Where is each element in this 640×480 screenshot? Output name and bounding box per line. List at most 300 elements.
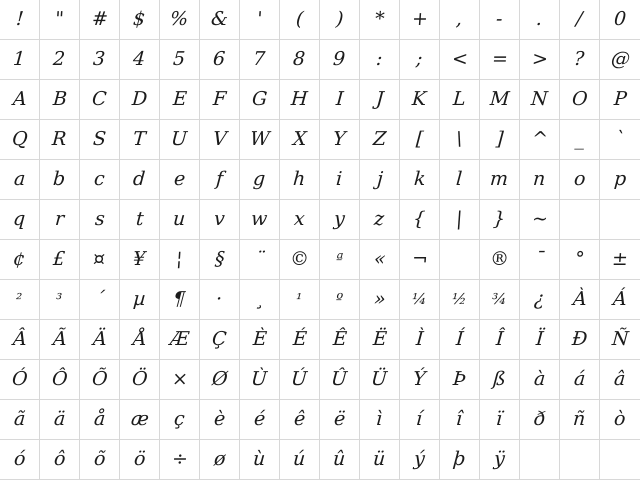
- glyph-character: 7: [252, 48, 267, 70]
- glyph-cell[interactable]: [480, 80, 520, 120]
- glyph-cell[interactable]: [280, 160, 320, 200]
- glyph-cell[interactable]: [560, 80, 600, 120]
- glyph-character: ¨: [254, 248, 266, 270]
- glyph-cell[interactable]: [240, 80, 280, 120]
- glyph-character: y: [333, 208, 346, 230]
- glyph-character: ã: [13, 408, 26, 430]
- glyph-cell[interactable]: [440, 400, 480, 440]
- glyph-cell[interactable]: [240, 120, 280, 160]
- glyph-cell[interactable]: [240, 200, 280, 240]
- glyph-cell[interactable]: [480, 160, 520, 200]
- glyph-cell[interactable]: [520, 200, 560, 240]
- glyph-cell[interactable]: [400, 280, 440, 320]
- glyph-cell[interactable]: [400, 80, 440, 120]
- glyph-cell[interactable]: [240, 0, 280, 40]
- glyph-character: f: [215, 168, 224, 190]
- glyph-cell[interactable]: [80, 440, 120, 480]
- glyph-cell[interactable]: [360, 360, 400, 400]
- glyph-character: ª: [335, 250, 344, 268]
- glyph-cell[interactable]: [0, 280, 40, 320]
- glyph-character: [458, 248, 461, 270]
- glyph-cell[interactable]: [80, 80, 120, 120]
- glyph-character: u: [172, 208, 187, 230]
- glyph-cell[interactable]: [520, 0, 560, 40]
- glyph-cell[interactable]: [200, 360, 240, 400]
- glyph-character: ^: [530, 128, 549, 150]
- glyph-character: Ë: [371, 328, 388, 350]
- glyph-character: à: [533, 368, 546, 390]
- glyph-character: P: [612, 88, 628, 110]
- glyph-character: U: [170, 128, 189, 150]
- glyph-character: Ú: [290, 368, 309, 390]
- glyph-cell[interactable]: [240, 440, 280, 480]
- glyph-character: Ô: [50, 368, 69, 390]
- glyph-character: Æ: [169, 328, 190, 350]
- glyph-cell[interactable]: [280, 320, 320, 360]
- glyph-cell[interactable]: [600, 120, 640, 160]
- glyph-cell[interactable]: [80, 400, 120, 440]
- glyph-cell[interactable]: [560, 280, 600, 320]
- glyph-character: \: [455, 128, 464, 150]
- glyph-character: Ö: [130, 368, 149, 390]
- glyph-cell[interactable]: [320, 80, 360, 120]
- glyph-character: c: [93, 168, 106, 190]
- glyph-character: ¢: [12, 248, 27, 270]
- glyph-cell[interactable]: [480, 200, 520, 240]
- glyph-cell[interactable]: [560, 40, 600, 80]
- glyph-cell[interactable]: [440, 120, 480, 160]
- glyph-character: >: [530, 48, 549, 70]
- glyph-cell[interactable]: [400, 120, 440, 160]
- glyph-cell[interactable]: [40, 80, 80, 120]
- glyph-character: ½: [451, 290, 468, 308]
- glyph-character: G: [251, 88, 268, 110]
- glyph-cell[interactable]: [160, 80, 200, 120]
- glyph-character: O: [570, 88, 589, 110]
- glyph-character: Ä: [91, 328, 108, 350]
- glyph-character: Á: [612, 288, 628, 310]
- glyph-cell[interactable]: [200, 320, 240, 360]
- glyph-character: r: [54, 208, 65, 230]
- glyph-cell[interactable]: [200, 80, 240, 120]
- glyph-cell[interactable]: [360, 0, 400, 40]
- glyph-cell[interactable]: [240, 360, 280, 400]
- glyph-character: Z: [372, 128, 387, 150]
- glyph-cell[interactable]: [520, 120, 560, 160]
- glyph-cell[interactable]: [320, 160, 360, 200]
- glyph-cell[interactable]: [360, 160, 400, 200]
- glyph-cell[interactable]: [120, 40, 160, 80]
- glyph-cell[interactable]: [400, 0, 440, 40]
- glyph-cell[interactable]: [560, 440, 600, 480]
- glyph-cell[interactable]: [80, 120, 120, 160]
- glyph-character: H: [290, 88, 309, 110]
- glyph-character: 4: [132, 48, 147, 70]
- glyph-character: «: [372, 248, 387, 270]
- glyph-character: R: [51, 128, 68, 150]
- glyph-character: ¥: [132, 248, 147, 270]
- glyph-cell[interactable]: [240, 280, 280, 320]
- glyph-character: ¦: [175, 248, 184, 270]
- glyph-cell[interactable]: [200, 280, 240, 320]
- glyph-character: ø: [213, 448, 227, 470]
- glyph-cell[interactable]: [440, 0, 480, 40]
- glyph-character: ¸: [254, 288, 266, 310]
- glyph-character: ñ: [572, 408, 587, 430]
- glyph-cell[interactable]: [360, 200, 400, 240]
- glyph-cell[interactable]: [400, 160, 440, 200]
- glyph-cell[interactable]: [400, 40, 440, 80]
- glyph-cell[interactable]: [80, 160, 120, 200]
- glyph-character: _: [574, 128, 586, 150]
- glyph-cell[interactable]: [600, 40, 640, 80]
- glyph-cell[interactable]: [560, 360, 600, 400]
- glyph-cell[interactable]: [160, 360, 200, 400]
- glyph-character: á: [573, 368, 586, 390]
- glyph-cell[interactable]: [360, 120, 400, 160]
- glyph-cell[interactable]: [240, 400, 280, 440]
- glyph-cell[interactable]: [400, 320, 440, 360]
- glyph-character: 2: [52, 48, 67, 70]
- glyph-cell[interactable]: [320, 320, 360, 360]
- glyph-cell[interactable]: [160, 0, 200, 40]
- glyph-cell[interactable]: [80, 200, 120, 240]
- glyph-character: 9: [332, 48, 347, 70]
- glyph-character: N: [530, 88, 549, 110]
- glyph-character: :: [375, 48, 384, 70]
- glyph-cell[interactable]: [560, 400, 600, 440]
- glyph-cell[interactable]: [200, 200, 240, 240]
- glyph-cell[interactable]: [120, 80, 160, 120]
- glyph-cell[interactable]: [80, 320, 120, 360]
- glyph-cell[interactable]: [40, 200, 80, 240]
- glyph-cell[interactable]: [160, 120, 200, 160]
- glyph-character: è: [213, 408, 226, 430]
- glyph-character: ;: [415, 48, 424, 70]
- glyph-character: ¾: [491, 290, 508, 308]
- glyph-character: 8: [292, 48, 307, 70]
- glyph-cell[interactable]: [440, 200, 480, 240]
- glyph-cell[interactable]: [160, 40, 200, 80]
- glyph-cell[interactable]: [240, 160, 280, 200]
- glyph-character: ·: [215, 288, 224, 310]
- glyph-cell[interactable]: [40, 40, 80, 80]
- glyph-character: â: [613, 368, 627, 390]
- glyph-character: &: [210, 8, 229, 30]
- glyph-cell[interactable]: [280, 40, 320, 80]
- glyph-character: -: [495, 8, 504, 30]
- glyph-cell[interactable]: [560, 0, 600, 40]
- glyph-character: î: [455, 408, 464, 430]
- glyph-character: ò: [613, 408, 627, 430]
- glyph-cell[interactable]: [360, 400, 400, 440]
- glyph-character: µ: [132, 288, 147, 310]
- glyph-cell[interactable]: [360, 40, 400, 80]
- glyph-cell[interactable]: [200, 240, 240, 280]
- glyph-character: å: [93, 408, 106, 430]
- glyph-character: Ü: [370, 368, 389, 390]
- glyph-cell[interactable]: [320, 240, 360, 280]
- glyph-cell[interactable]: [120, 400, 160, 440]
- glyph-character: ¼: [411, 290, 428, 308]
- glyph-cell[interactable]: [0, 240, 40, 280]
- glyph-cell[interactable]: [200, 400, 240, 440]
- glyph-cell[interactable]: [120, 200, 160, 240]
- glyph-cell[interactable]: [440, 440, 480, 480]
- glyph-cell[interactable]: [520, 440, 560, 480]
- glyph-cell[interactable]: [120, 360, 160, 400]
- glyph-cell[interactable]: [40, 440, 80, 480]
- glyph-character: 3: [92, 48, 107, 70]
- glyph-cell[interactable]: [360, 440, 400, 480]
- glyph-character: ¹: [295, 290, 304, 308]
- glyph-character: #: [90, 8, 109, 30]
- glyph-character: »: [372, 288, 387, 310]
- glyph-cell[interactable]: [440, 240, 480, 280]
- glyph-cell[interactable]: [40, 360, 80, 400]
- glyph-cell[interactable]: [120, 0, 160, 40]
- glyph-cell[interactable]: [400, 200, 440, 240]
- glyph-cell[interactable]: [600, 200, 640, 240]
- glyph-cell[interactable]: [0, 0, 40, 40]
- glyph-cell[interactable]: [600, 360, 640, 400]
- glyph-character: 5: [172, 48, 187, 70]
- glyph-cell[interactable]: [320, 400, 360, 440]
- glyph-cell[interactable]: [0, 320, 40, 360]
- glyph-cell[interactable]: [160, 400, 200, 440]
- glyph-cell[interactable]: [200, 160, 240, 200]
- glyph-character: ¬: [410, 248, 429, 270]
- glyph-cell[interactable]: [600, 280, 640, 320]
- glyph-cell[interactable]: [160, 240, 200, 280]
- glyph-cell[interactable]: [480, 40, 520, 80]
- glyph-character: {: [412, 208, 427, 230]
- glyph-cell[interactable]: [440, 40, 480, 80]
- glyph-cell[interactable]: [40, 320, 80, 360]
- glyph-cell[interactable]: [440, 80, 480, 120]
- glyph-character: £: [52, 248, 67, 270]
- glyph-cell[interactable]: [600, 80, 640, 120]
- glyph-cell[interactable]: [240, 240, 280, 280]
- glyph-cell[interactable]: [0, 80, 40, 120]
- glyph-cell[interactable]: [560, 120, 600, 160]
- glyph-cell[interactable]: [40, 120, 80, 160]
- glyph-cell[interactable]: [40, 160, 80, 200]
- glyph-cell[interactable]: [0, 200, 40, 240]
- glyph-cell[interactable]: [160, 320, 200, 360]
- glyph-cell[interactable]: [120, 440, 160, 480]
- glyph-cell[interactable]: [200, 440, 240, 480]
- glyph-cell[interactable]: [360, 80, 400, 120]
- glyph-character: ý: [413, 448, 426, 470]
- glyph-cell[interactable]: [80, 0, 120, 40]
- glyph-cell[interactable]: [560, 200, 600, 240]
- glyph-cell[interactable]: [200, 120, 240, 160]
- glyph-character: J: [374, 88, 385, 110]
- glyph-cell[interactable]: [200, 40, 240, 80]
- glyph-cell[interactable]: [520, 320, 560, 360]
- glyph-character: D: [131, 88, 148, 110]
- glyph-character: ²: [15, 290, 24, 308]
- glyph-cell[interactable]: [280, 120, 320, 160]
- glyph-cell[interactable]: [280, 240, 320, 280]
- glyph-cell[interactable]: [40, 400, 80, 440]
- glyph-cell[interactable]: [560, 160, 600, 200]
- glyph-cell[interactable]: [440, 320, 480, 360]
- glyph-cell[interactable]: [40, 0, 80, 40]
- glyph-character: Û: [330, 368, 349, 390]
- glyph-cell[interactable]: [440, 160, 480, 200]
- glyph-character: (: [295, 8, 305, 30]
- glyph-cell[interactable]: [320, 120, 360, 160]
- glyph-character: $: [132, 8, 147, 30]
- glyph-cell[interactable]: [400, 440, 440, 480]
- glyph-cell[interactable]: [520, 40, 560, 80]
- glyph-cell[interactable]: [200, 0, 240, 40]
- glyph-cell[interactable]: [0, 440, 40, 480]
- glyph-cell[interactable]: [480, 320, 520, 360]
- glyph-cell[interactable]: [600, 400, 640, 440]
- glyph-cell[interactable]: [480, 280, 520, 320]
- glyph-cell[interactable]: [160, 280, 200, 320]
- glyph-cell[interactable]: [440, 280, 480, 320]
- glyph-cell[interactable]: [440, 360, 480, 400]
- glyph-cell[interactable]: [280, 400, 320, 440]
- glyph-character: ]: [495, 128, 505, 150]
- glyph-character: Ù: [250, 368, 269, 390]
- glyph-character: Ø: [210, 368, 229, 390]
- glyph-character: Ó: [10, 368, 29, 390]
- glyph-cell[interactable]: [320, 40, 360, 80]
- glyph-cell[interactable]: [560, 240, 600, 280]
- glyph-cell[interactable]: [120, 320, 160, 360]
- glyph-cell[interactable]: [480, 440, 520, 480]
- glyph-cell[interactable]: [560, 320, 600, 360]
- glyph-character: ¶: [172, 288, 187, 310]
- glyph-character: §: [214, 248, 226, 270]
- glyph-character: [576, 450, 583, 469]
- glyph-cell[interactable]: [400, 240, 440, 280]
- glyph-cell[interactable]: [0, 40, 40, 80]
- glyph-cell[interactable]: [160, 440, 200, 480]
- glyph-character: M: [489, 88, 511, 110]
- glyph-character: ï: [495, 408, 504, 430]
- glyph-cell[interactable]: [320, 280, 360, 320]
- glyph-character: ë: [333, 408, 346, 430]
- glyph-character: þ: [452, 448, 467, 470]
- glyph-character: [536, 450, 543, 469]
- glyph-cell[interactable]: [80, 360, 120, 400]
- glyph-cell[interactable]: [280, 80, 320, 120]
- glyph-cell[interactable]: [240, 40, 280, 80]
- glyph-character: Ï: [535, 328, 545, 350]
- glyph-character: ¤: [92, 248, 107, 270]
- glyph-character: ×: [170, 368, 189, 390]
- glyph-character: ?: [573, 48, 586, 70]
- glyph-cell[interactable]: [280, 440, 320, 480]
- glyph-character: !: [14, 8, 25, 30]
- glyph-cell[interactable]: [520, 400, 560, 440]
- glyph-character: h: [292, 168, 307, 190]
- glyph-cell[interactable]: [40, 280, 80, 320]
- glyph-cell[interactable]: [120, 160, 160, 200]
- glyph-cell[interactable]: [600, 440, 640, 480]
- glyph-cell[interactable]: [280, 200, 320, 240]
- glyph-character: B: [51, 88, 68, 110]
- glyph-character: ': [256, 8, 263, 30]
- glyph-cell[interactable]: [360, 280, 400, 320]
- glyph-cell[interactable]: [0, 160, 40, 200]
- glyph-cell[interactable]: [320, 0, 360, 40]
- glyph-cell[interactable]: [520, 240, 560, 280]
- glyph-cell[interactable]: [320, 200, 360, 240]
- glyph-cell[interactable]: [520, 160, 560, 200]
- glyph-cell[interactable]: [400, 360, 440, 400]
- glyph-cell[interactable]: [0, 360, 40, 400]
- glyph-cell[interactable]: [160, 160, 200, 200]
- glyph-character: E: [171, 88, 188, 110]
- glyph-character: z: [373, 208, 386, 230]
- glyph-cell[interactable]: [600, 320, 640, 360]
- glyph-cell[interactable]: [520, 360, 560, 400]
- glyph-cell[interactable]: [360, 240, 400, 280]
- glyph-character: @: [609, 48, 631, 70]
- glyph-character: b: [52, 168, 67, 190]
- glyph-cell[interactable]: [480, 360, 520, 400]
- glyph-cell[interactable]: [240, 320, 280, 360]
- glyph-cell[interactable]: [120, 280, 160, 320]
- glyph-character: æ: [129, 408, 150, 430]
- glyph-character: ,: [455, 8, 464, 30]
- glyph-cell[interactable]: [600, 240, 640, 280]
- glyph-cell[interactable]: [600, 160, 640, 200]
- glyph-cell[interactable]: [160, 200, 200, 240]
- glyph-cell[interactable]: [80, 40, 120, 80]
- glyph-cell[interactable]: [0, 120, 40, 160]
- glyph-cell[interactable]: [0, 400, 40, 440]
- glyph-cell[interactable]: [280, 360, 320, 400]
- glyph-cell[interactable]: [480, 120, 520, 160]
- glyph-cell[interactable]: [280, 280, 320, 320]
- glyph-cell[interactable]: [480, 400, 520, 440]
- glyph-cell[interactable]: [480, 0, 520, 40]
- glyph-character: Ð: [571, 328, 588, 350]
- glyph-cell[interactable]: [80, 240, 120, 280]
- glyph-character: É: [291, 328, 308, 350]
- glyph-cell[interactable]: [120, 120, 160, 160]
- glyph-cell[interactable]: [80, 280, 120, 320]
- glyph-character: W: [249, 128, 271, 150]
- glyph-character: %: [169, 8, 190, 30]
- glyph-cell[interactable]: [360, 320, 400, 360]
- glyph-cell[interactable]: [400, 400, 440, 440]
- glyph-cell[interactable]: [120, 240, 160, 280]
- glyph-cell[interactable]: [600, 0, 640, 40]
- glyph-character: }: [492, 208, 507, 230]
- glyph-character: í: [415, 408, 424, 430]
- glyph-character: Q: [10, 128, 29, 150]
- glyph-cell[interactable]: [520, 80, 560, 120]
- glyph-cell[interactable]: [280, 0, 320, 40]
- glyph-character: |: [455, 208, 464, 230]
- glyph-cell[interactable]: [320, 360, 360, 400]
- glyph-cell[interactable]: [40, 240, 80, 280]
- glyph-character: ³: [55, 290, 64, 308]
- glyph-cell[interactable]: [520, 280, 560, 320]
- glyph-cell[interactable]: [320, 440, 360, 480]
- glyph-character: ç: [173, 408, 186, 430]
- glyph-cell[interactable]: [480, 240, 520, 280]
